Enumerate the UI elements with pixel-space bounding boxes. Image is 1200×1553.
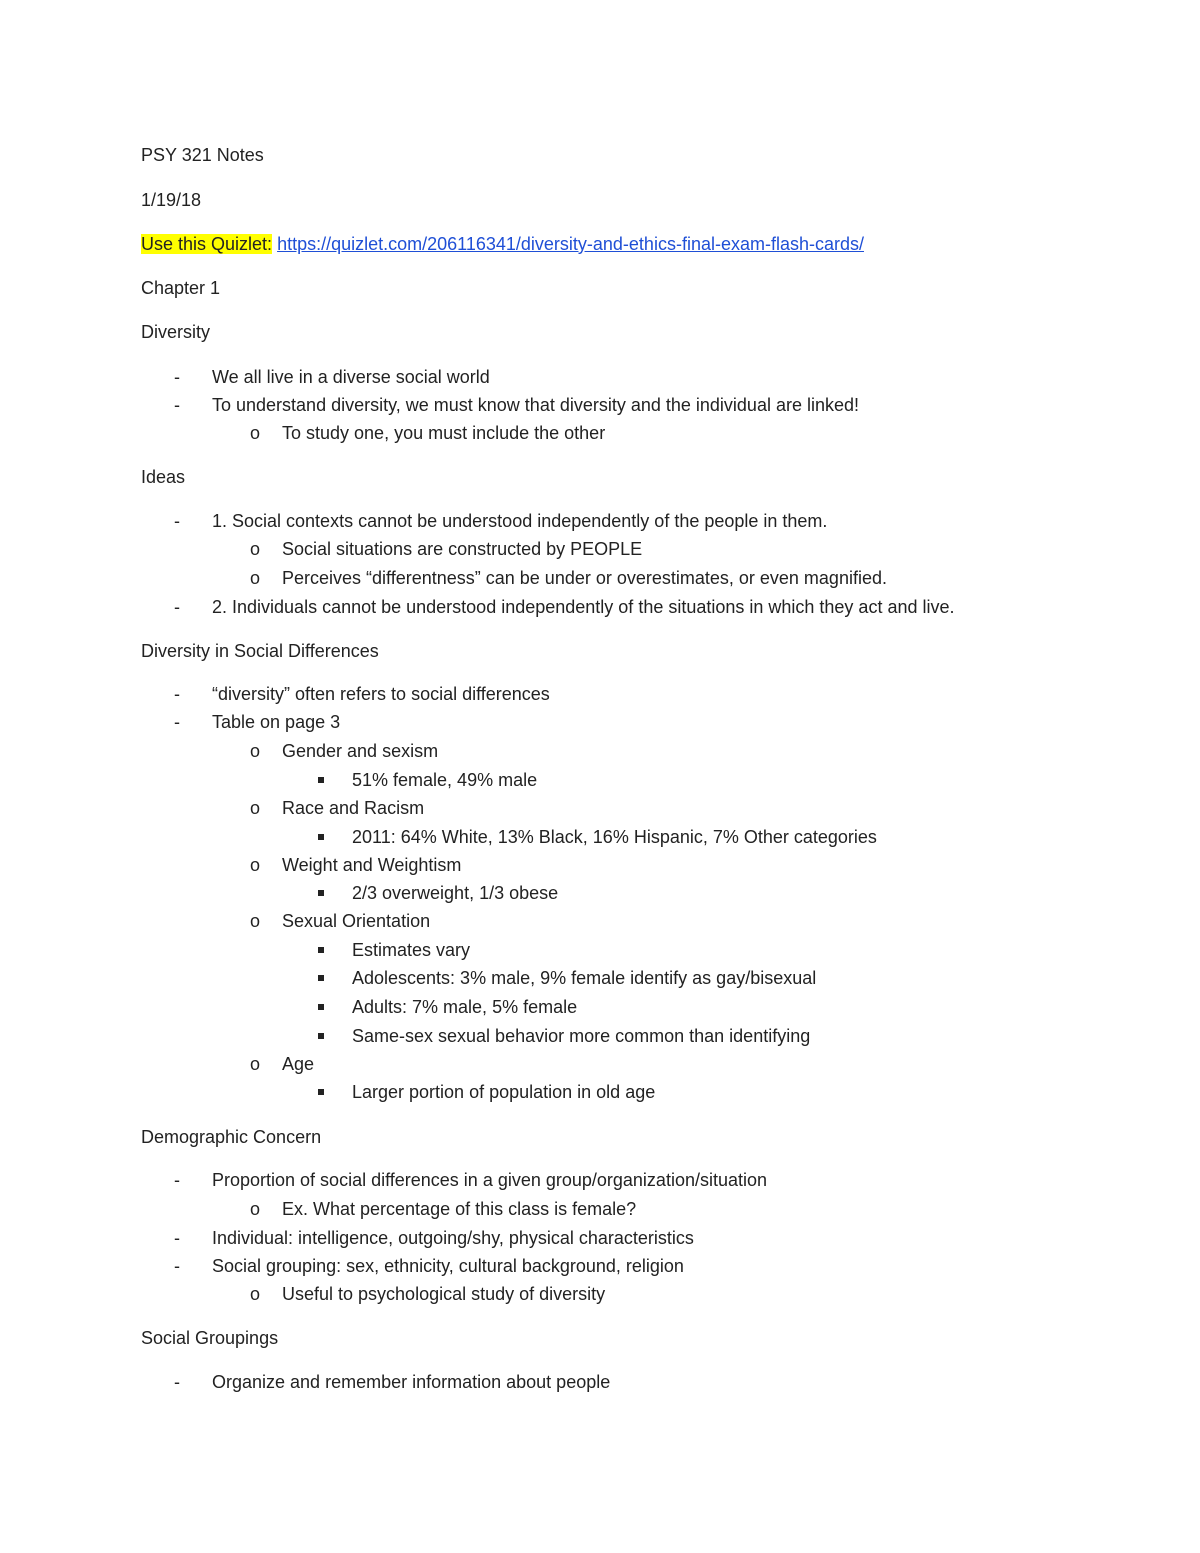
square-bullet-icon bbox=[318, 890, 324, 896]
circle-marker: o bbox=[250, 539, 261, 559]
circle-marker: o bbox=[250, 741, 261, 761]
document-date: 1/19/18 bbox=[141, 190, 202, 210]
quizlet-link[interactable]: https://quizlet.com/206116341/diversity-and-ethics-final-exam-flash-cards/ bbox=[277, 234, 864, 254]
dash-marker: - bbox=[174, 684, 180, 704]
dash-marker: - bbox=[174, 1256, 180, 1276]
chapter-heading: Chapter 1 bbox=[141, 278, 221, 298]
circle-marker: o bbox=[250, 855, 261, 875]
social-differences-heading: Diversity in Social Differences bbox=[141, 641, 379, 661]
circle-marker: o bbox=[250, 1054, 261, 1074]
circle-marker: o bbox=[250, 568, 261, 588]
ideas-heading: Ideas bbox=[141, 467, 186, 487]
diversity-heading: Diversity bbox=[141, 322, 211, 342]
circle-marker: o bbox=[250, 911, 261, 931]
quizlet-label: Use this Quizlet: bbox=[141, 234, 273, 254]
circle-marker: o bbox=[250, 423, 261, 443]
document-page: PSY 321 Notes 1/19/18 Use this Quizlet: https://quizlet.com/206116341/diversity-and-ethics-final-exam-flash-cards/ Chapter 1 Diversity - We all live in a diverse social world - To understand diversity, we must know that diversity and the individual are linked! o To study one, you must include the other Ideas - 1. Social contexts cannot be understood independently of the people in them. o Social situations are constructed by PEOPLE o Perceives “differentness” can be under or overestimates, or even magnified. - 2. Individuals cannot be understood independently of the situations in which they act and live. Diversity in Social Differences - “diversity” often refers to social differences - Table on page 3 o Gender and sexism 51% female, 49% male o Race and Racism 2011: 64% White, 13% Black, 16% Hispanic, 7% Other categories o Weight and Weightism 2/3 overweight, 1/3 obese o Sexual Orientation Estimates vary Adolescents: 3% male, 9% female identify as gay/bisexual Adults: 7% male, 5% female Same-sex sexual behavior more common than identifying o Age Larger portion of population in old age Demographic Concern - Proportion of social differences in a given group/organization/situation o Ex. What percentage of this class is female? - Individual: intelligence, outgoing/shy, physical characteristics - Social grouping: sex, ethnicity, cultural background, religion o Useful to psychological study of diversity Social Groupings - Organize and remember information about people bbox=[141, 145, 955, 1392]
square-bullet-icon bbox=[318, 975, 324, 981]
dash-marker: - bbox=[174, 511, 180, 531]
dash-marker: - bbox=[174, 712, 180, 732]
demographic-heading: Demographic Concern bbox=[141, 1127, 322, 1147]
circle-marker: o bbox=[250, 798, 261, 818]
dash-marker: - bbox=[174, 1228, 180, 1248]
square-bullet-icon bbox=[318, 1089, 324, 1095]
dash-marker: - bbox=[174, 395, 180, 415]
social-groupings-heading: Social Groupings bbox=[141, 1328, 279, 1348]
square-bullet-icon bbox=[318, 777, 324, 783]
document-title: PSY 321 Notes bbox=[141, 145, 264, 165]
dash-marker: - bbox=[174, 1170, 180, 1190]
dash-marker: - bbox=[174, 597, 180, 617]
circle-marker: o bbox=[250, 1284, 261, 1304]
square-bullet-icon bbox=[318, 1004, 324, 1010]
square-bullet-icon bbox=[318, 1033, 324, 1039]
quizlet-line bbox=[141, 233, 864, 255]
dash-marker: - bbox=[174, 367, 180, 387]
square-bullet-icon bbox=[318, 947, 324, 953]
square-bullet-icon bbox=[318, 834, 324, 840]
circle-marker: o bbox=[250, 1199, 261, 1219]
dash-marker: - bbox=[174, 1372, 180, 1392]
